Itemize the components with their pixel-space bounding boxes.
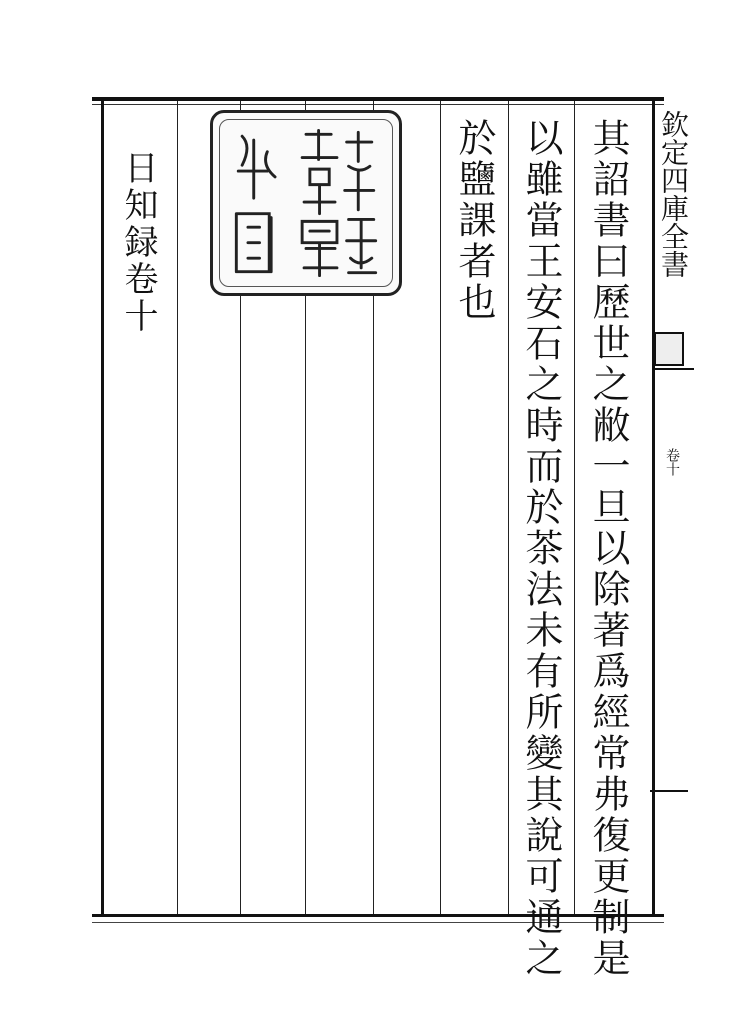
frame-right-rule: [652, 101, 655, 914]
text-column-1: 其詔書曰歷世之敝一旦以除著爲經常弗復更制是: [586, 118, 630, 979]
frame-bottom-rule: [92, 914, 664, 917]
margin-volume-label: 卷十: [664, 448, 680, 476]
margin-fish-tail-block: [654, 332, 684, 366]
frame-left-rule: [101, 101, 104, 914]
book-title-column: 日知録卷十: [118, 150, 158, 335]
column-rule: [177, 101, 178, 914]
text-column-3: 於鹽課者也: [452, 118, 496, 323]
column-rule: [574, 101, 575, 914]
column-rule: [508, 101, 509, 914]
seal-glyphs-icon: [213, 113, 399, 293]
frame-bottom-rule-thin: [92, 922, 664, 923]
text-column-2: 以雖當王安石之時而於茶法未有所變其說可通之: [519, 118, 563, 979]
margin-tick-rule: [650, 790, 688, 792]
margin-fish-tail-rule: [654, 368, 694, 370]
imperial-seal: [210, 110, 402, 296]
margin-collection-title: 欽定四庫全書: [657, 110, 690, 278]
column-rule: [440, 101, 441, 914]
